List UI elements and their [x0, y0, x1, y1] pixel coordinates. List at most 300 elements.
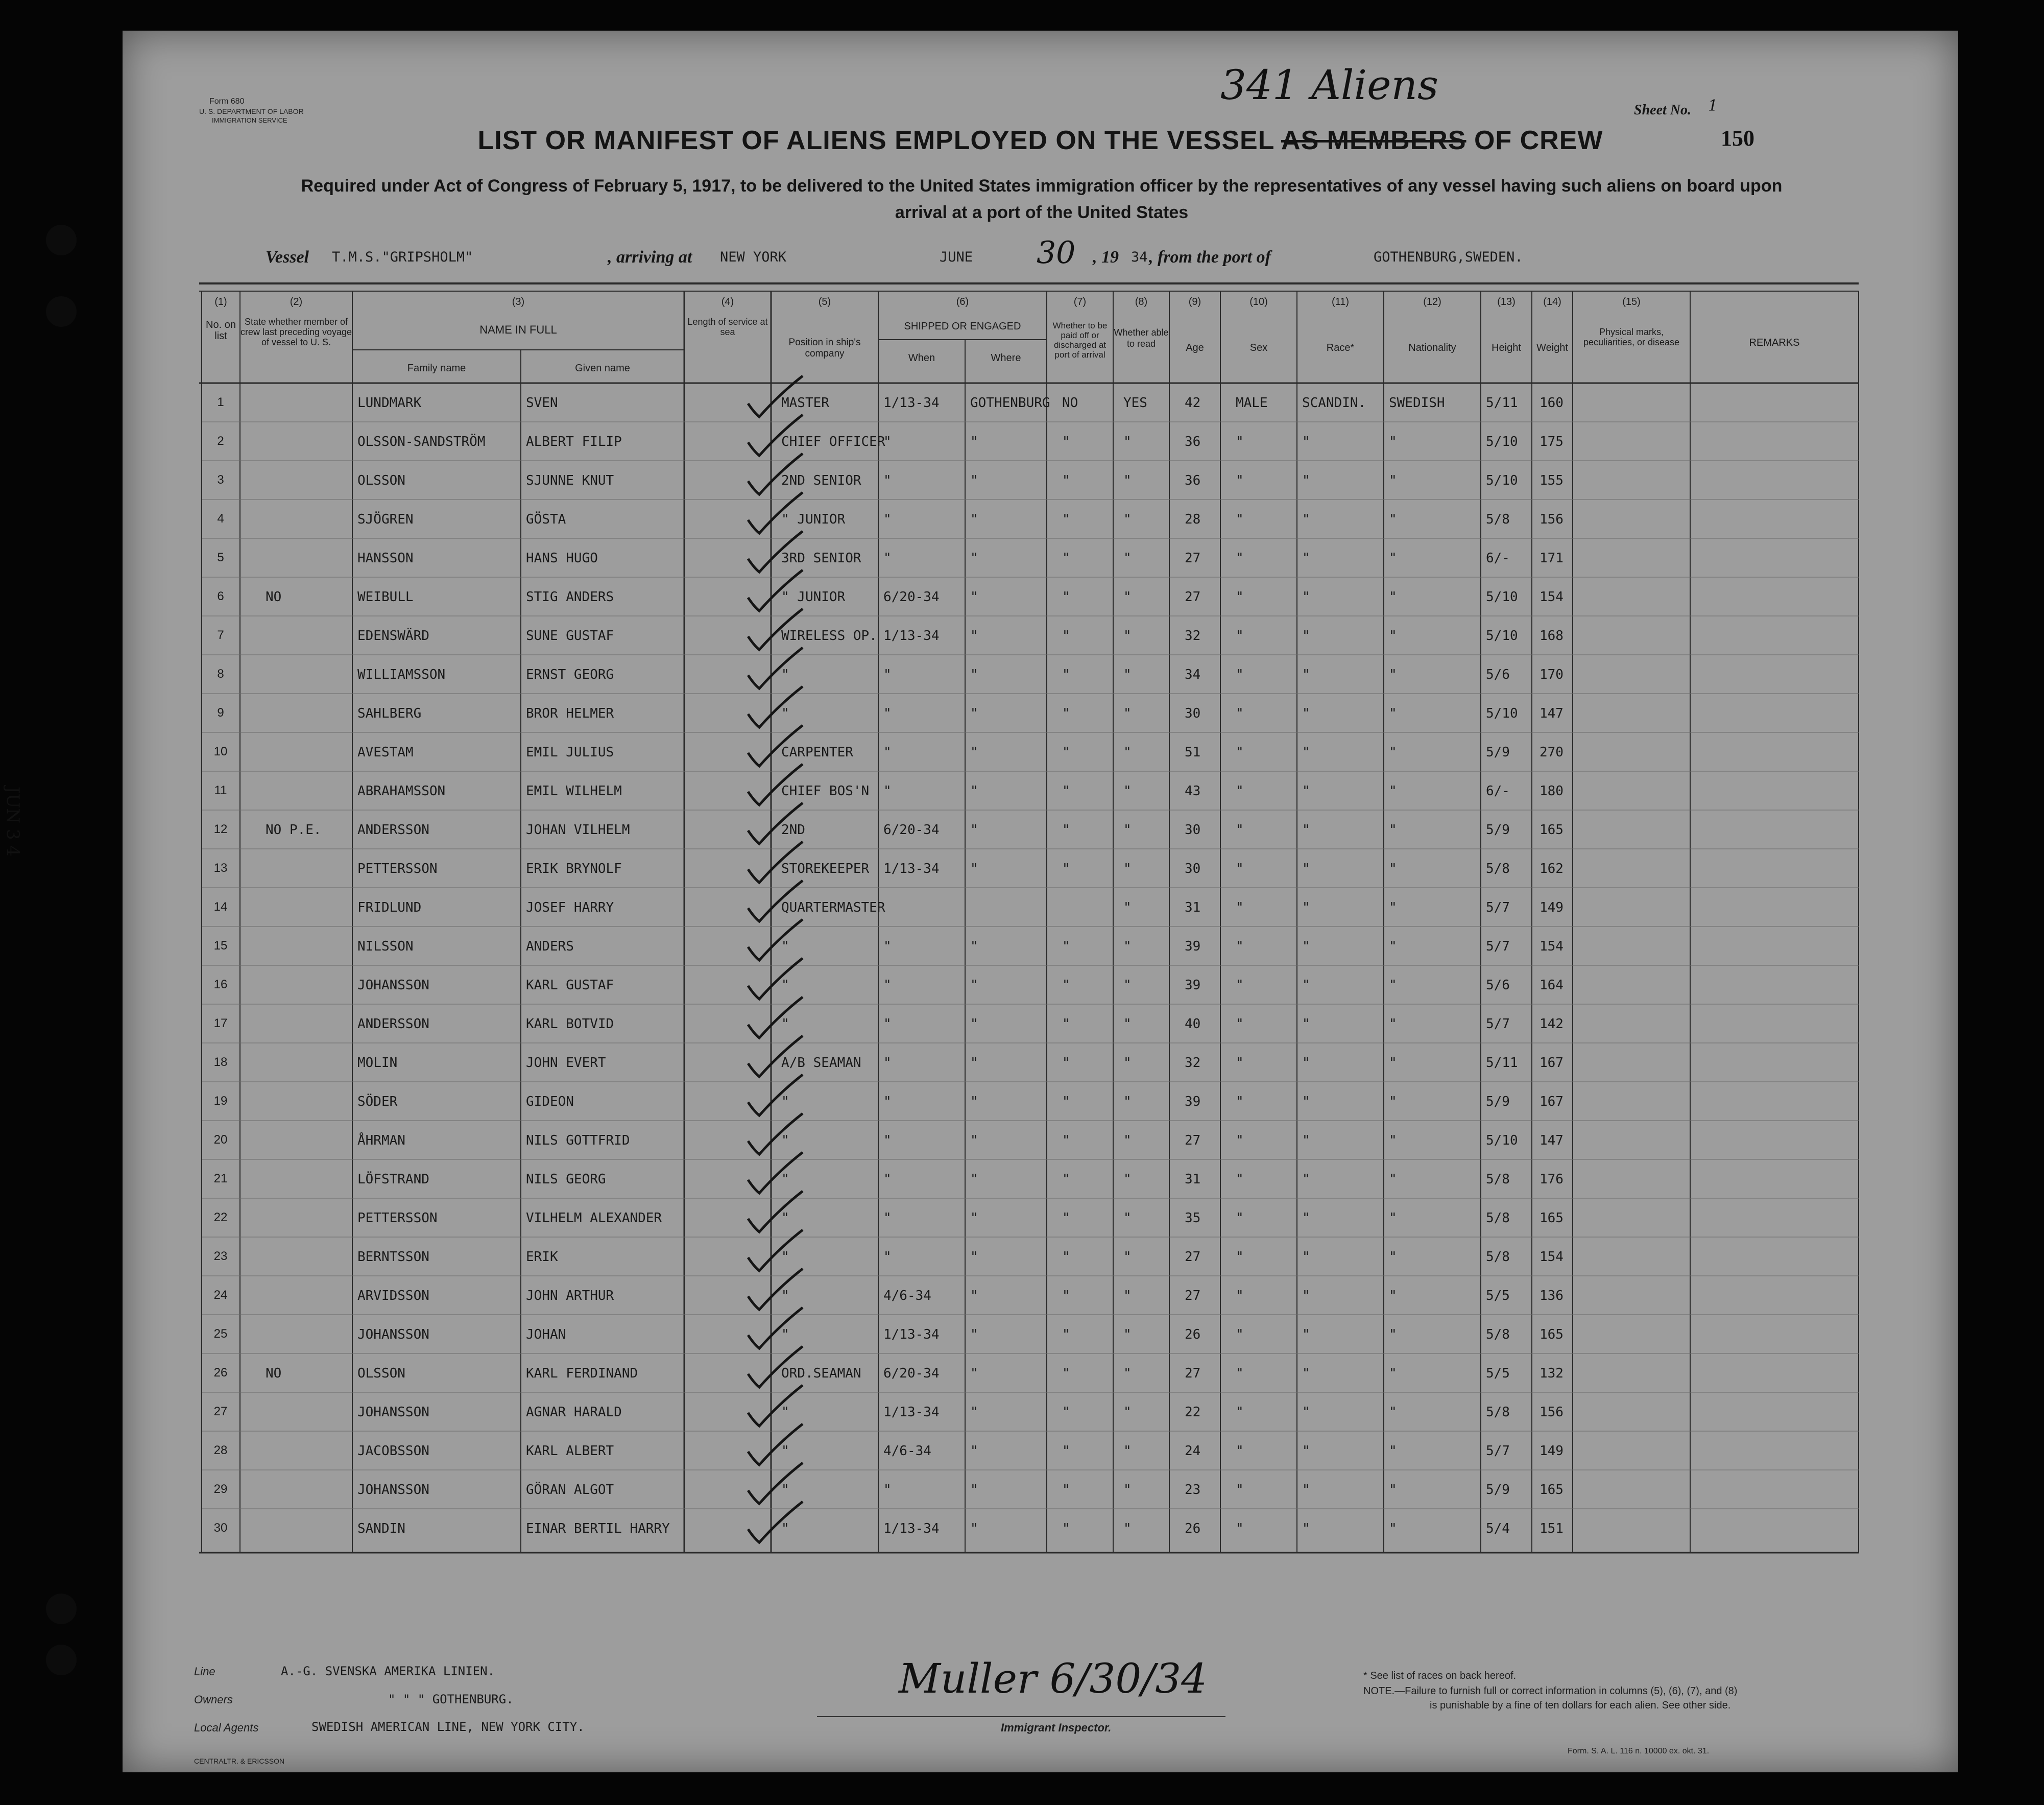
- cell-position: WIRELESS OP.: [781, 628, 877, 644]
- cell-position: ": [781, 1288, 789, 1303]
- cell-paid-off: ": [1062, 1482, 1070, 1498]
- column-header-shipped: SHIPPED OR ENGAGED: [904, 321, 1021, 332]
- cell-weight: 167: [1540, 1094, 1564, 1109]
- cell-age: 43: [1185, 783, 1201, 799]
- binder-hole: [46, 225, 77, 255]
- cell-able-read: ": [1123, 1327, 1132, 1342]
- cell-when: 1/13-34: [883, 1405, 940, 1420]
- title-struck: AS MEMBERS: [1281, 126, 1466, 155]
- row-number: 10: [213, 745, 228, 758]
- column-header-height: Height: [1492, 342, 1521, 353]
- cell-weight: 142: [1540, 1016, 1564, 1032]
- cell-when: 1/13-34: [883, 861, 940, 876]
- cell-paid-off: ": [1062, 667, 1070, 682]
- cell-sex: ": [1236, 1016, 1244, 1032]
- cell-where: ": [970, 822, 978, 838]
- cell-position: ": [781, 1016, 789, 1032]
- row-number: 2: [217, 434, 224, 448]
- cell-sex: ": [1236, 1172, 1244, 1187]
- arrival-year: 34: [1131, 249, 1148, 265]
- line-label: Line: [194, 1665, 215, 1678]
- cell-when: ": [883, 434, 892, 449]
- cell-race: ": [1302, 473, 1310, 488]
- cell-paid-off: ": [1062, 1210, 1070, 1226]
- cell-where: ": [970, 434, 978, 449]
- cell-age: 39: [1185, 939, 1201, 954]
- row-number: 5: [217, 551, 224, 564]
- cell-age: 40: [1185, 1016, 1201, 1032]
- cell-nationality: ": [1389, 667, 1397, 682]
- cell-position: ": [781, 1249, 789, 1265]
- cell-nationality: ": [1389, 783, 1397, 799]
- cell-height: 5/11: [1486, 1055, 1518, 1071]
- cell-given-name: ERNST GEORG: [526, 667, 614, 682]
- cell-where: ": [970, 628, 978, 644]
- column-number: (7): [1073, 296, 1087, 307]
- sheet-label: Sheet No.: [1634, 102, 1691, 118]
- cell-family-name: JOHANSSON: [357, 1327, 429, 1342]
- column-header-nationality: Nationality: [1408, 342, 1456, 353]
- cell-sex: ": [1236, 1055, 1244, 1071]
- cell-nationality: ": [1389, 1521, 1397, 1536]
- cell-sex: ": [1236, 667, 1244, 682]
- cell-weight: 154: [1540, 589, 1564, 605]
- cell-position: CHIEF BOS'N: [781, 783, 870, 799]
- cell-race: ": [1302, 628, 1310, 644]
- cell-height: 5/9: [1486, 822, 1510, 838]
- cell-paid-off: ": [1062, 1094, 1070, 1109]
- cell-where: ": [970, 1443, 978, 1459]
- cell-given-name: KARL GUSTAF: [526, 978, 614, 993]
- cell-age: 51: [1185, 745, 1201, 760]
- cell-weight: 156: [1540, 1405, 1564, 1420]
- penalty-note-2: is punishable by a fine of ten dollars for each alien. See other side.: [1430, 1700, 1731, 1711]
- column-number: (4): [721, 296, 734, 307]
- cell-weight: 147: [1540, 1133, 1564, 1148]
- cell-height: 5/7: [1486, 1016, 1510, 1032]
- column-header-state-member: State whether member of crew last preceding voyage of vessel to U. S.: [240, 317, 352, 347]
- row-number: 3: [217, 473, 224, 487]
- cell-able-read: ": [1123, 1016, 1132, 1032]
- cell-when: ": [883, 783, 892, 799]
- column-header-able-read: Whether able to read: [1114, 327, 1169, 349]
- cell-family-name: SJÖGREN: [357, 512, 414, 527]
- cell-race: ": [1302, 978, 1310, 993]
- cell-paid-off: ": [1062, 822, 1070, 838]
- cell-height: 5/6: [1486, 978, 1510, 993]
- cell-when: ": [883, 1482, 892, 1498]
- cell-able-read: ": [1123, 745, 1132, 760]
- arrival-port: NEW YORK: [720, 249, 787, 265]
- cell-age: 36: [1185, 473, 1201, 488]
- cell-sex: ": [1236, 1133, 1244, 1148]
- cell-position: ": [781, 1521, 789, 1536]
- cell-nationality: SWEDISH: [1389, 395, 1445, 411]
- arrival-month: JUNE: [940, 249, 973, 265]
- cell-position: ": [781, 1405, 789, 1420]
- cell-given-name: JOSEF HARRY: [526, 900, 614, 915]
- cell-age: 32: [1185, 628, 1201, 644]
- cell-family-name: OLSSON: [357, 1366, 405, 1381]
- cell-given-name: JOHN EVERT: [526, 1055, 606, 1071]
- cell-nationality: ": [1389, 1443, 1397, 1459]
- cell-family-name: SÖDER: [357, 1094, 398, 1109]
- cell-given-name: JOHAN VILHELM: [526, 822, 630, 838]
- cell-sex: ": [1236, 1482, 1244, 1498]
- cell-position: ": [781, 1482, 789, 1498]
- cell-race: ": [1302, 861, 1310, 876]
- cell-height: 6/-: [1486, 783, 1510, 799]
- arrival-day: 30: [1037, 235, 1076, 271]
- cell-race: ": [1302, 1094, 1310, 1109]
- cell-when: ": [883, 667, 892, 682]
- owners-label: Owners: [194, 1693, 233, 1706]
- cell-race: ": [1302, 1366, 1310, 1381]
- cell-height: 5/5: [1486, 1288, 1510, 1303]
- cell-able-read: ": [1123, 1443, 1132, 1459]
- cell-where: ": [970, 939, 978, 954]
- column-number: (14): [1543, 296, 1561, 307]
- cell-nationality: ": [1389, 745, 1397, 760]
- cell-age: 30: [1185, 822, 1201, 838]
- cell-when: ": [883, 706, 892, 721]
- cell-given-name: HANS HUGO: [526, 551, 598, 566]
- cell-weight: 147: [1540, 706, 1564, 721]
- cell-weight: 155: [1540, 473, 1564, 488]
- cell-able-read: ": [1123, 978, 1132, 993]
- cell-position: 2ND SENIOR: [781, 473, 861, 488]
- checkmark-icon: [748, 1113, 803, 1154]
- line-value: A.-G. SVENSKA AMERIKA LINIEN.: [281, 1664, 495, 1678]
- cell-family-name: ARVIDSSON: [357, 1288, 429, 1303]
- cell-family-name: JOHANSSON: [357, 1405, 429, 1420]
- checkmark-icon: [748, 686, 803, 727]
- cell-position: " JUNIOR: [781, 589, 846, 605]
- cell-nationality: ": [1389, 434, 1397, 449]
- cell-sex: ": [1236, 783, 1244, 799]
- cell-able-read: ": [1123, 861, 1132, 876]
- form-label: Form 680: [209, 97, 245, 106]
- cell-state: NO: [266, 589, 282, 605]
- cell-when: ": [883, 473, 892, 488]
- cell-nationality: ": [1389, 1055, 1397, 1071]
- cell-when: 6/20-34: [883, 822, 940, 838]
- cell-when: ": [883, 939, 892, 954]
- agents-value: SWEDISH AMERICAN LINE, NEW YORK CITY.: [311, 1720, 585, 1734]
- checkmark-icon: [748, 1075, 803, 1115]
- row-number: 28: [213, 1443, 228, 1457]
- cell-age: 36: [1185, 434, 1201, 449]
- row-number: 19: [213, 1094, 228, 1108]
- cell-race: ": [1302, 1210, 1310, 1226]
- cell-family-name: AVESTAM: [357, 745, 414, 760]
- cell-given-name: VILHELM ALEXANDER: [526, 1210, 662, 1226]
- page-number: 150: [1721, 126, 1754, 151]
- cell-position: ": [781, 706, 789, 721]
- cell-height: 5/10: [1486, 706, 1518, 721]
- cell-where: ": [970, 783, 978, 799]
- column-header-family-name: Family name: [407, 363, 466, 374]
- cell-when: 6/20-34: [883, 1366, 940, 1381]
- cell-age: 24: [1185, 1443, 1201, 1459]
- cell-given-name: ERIK: [526, 1249, 558, 1265]
- row-number: 26: [213, 1366, 228, 1380]
- cell-family-name: FRIDLUND: [357, 900, 422, 915]
- cell-weight: 164: [1540, 978, 1564, 993]
- cell-age: 42: [1185, 395, 1201, 411]
- column-number: (1): [214, 296, 227, 307]
- cell-age: 27: [1185, 1288, 1201, 1303]
- cell-sex: ": [1236, 1366, 1244, 1381]
- cell-sex: ": [1236, 1443, 1244, 1459]
- cell-age: 23: [1185, 1482, 1201, 1498]
- cell-paid-off: ": [1062, 939, 1070, 954]
- cell-family-name: PETTERSSON: [357, 861, 438, 876]
- cell-able-read: ": [1123, 1055, 1132, 1071]
- column-header-physical: Physical marks, peculiarities, or disease: [1583, 327, 1680, 347]
- cell-nationality: ": [1389, 1210, 1397, 1226]
- cell-able-read: ": [1123, 783, 1132, 799]
- checkmark-icon: [748, 1269, 803, 1310]
- cell-nationality: ": [1389, 1172, 1397, 1187]
- cell-given-name: ANDERS: [526, 939, 574, 954]
- cell-able-read: ": [1123, 1210, 1132, 1226]
- from-port: GOTHENBURG,SWEDEN.: [1374, 249, 1523, 265]
- cell-position: ": [781, 1210, 789, 1226]
- cell-sex: ": [1236, 1405, 1244, 1420]
- cell-height: 5/8: [1486, 1327, 1510, 1342]
- cell-race: ": [1302, 1133, 1310, 1148]
- cell-able-read: ": [1123, 1133, 1132, 1148]
- cell-able-read: ": [1123, 512, 1132, 527]
- cell-able-read: ": [1123, 939, 1132, 954]
- cell-race: ": [1302, 1249, 1310, 1265]
- cell-where: ": [970, 667, 978, 682]
- service-label: IMMIGRATION SERVICE: [212, 116, 287, 124]
- cell-nationality: ": [1389, 1482, 1397, 1498]
- cell-where: ": [970, 1016, 978, 1032]
- cell-given-name: GIDEON: [526, 1094, 574, 1109]
- cell-race: ": [1302, 589, 1310, 605]
- cell-nationality: ": [1389, 706, 1397, 721]
- cell-able-read: YES: [1123, 395, 1147, 411]
- cell-sex: ": [1236, 822, 1244, 838]
- cell-family-name: WEIBULL: [357, 589, 414, 605]
- signature-line: [817, 1716, 1225, 1717]
- cell-given-name: ERIK BRYNOLF: [526, 861, 622, 876]
- cell-family-name: LUNDMARK: [357, 395, 422, 411]
- cell-family-name: ÅHRMAN: [357, 1133, 405, 1148]
- cell-when: ": [883, 978, 892, 993]
- cell-paid-off: ": [1062, 1172, 1070, 1187]
- row-number: 6: [217, 589, 224, 603]
- cell-when: 4/6-34: [883, 1288, 931, 1303]
- cell-weight: 151: [1540, 1521, 1564, 1536]
- cell-sex: ": [1236, 1288, 1244, 1303]
- cell-nationality: ": [1389, 1366, 1397, 1381]
- row-number: 21: [213, 1172, 228, 1185]
- binder-hole: [46, 296, 77, 327]
- cell-sex: ": [1236, 551, 1244, 566]
- cell-nationality: ": [1389, 1016, 1397, 1032]
- penalty-note-1: NOTE.—Failure to furnish full or correct information in columns (5), (6), (7), and (8): [1363, 1685, 1738, 1697]
- cell-height: 5/8: [1486, 1249, 1510, 1265]
- column-number: (6): [956, 296, 969, 307]
- cell-given-name: EINAR BERTIL HARRY: [526, 1521, 670, 1536]
- cell-weight: 162: [1540, 861, 1564, 876]
- checkmark-icon: [748, 1308, 803, 1348]
- checkmark-icon: [748, 648, 803, 688]
- column-header-weight: Weight: [1536, 342, 1568, 353]
- cell-given-name: GÖSTA: [526, 512, 566, 527]
- row-number: 29: [213, 1482, 228, 1496]
- cell-when: ": [883, 551, 892, 566]
- cell-height: 5/10: [1486, 473, 1518, 488]
- cell-race: ": [1302, 434, 1310, 449]
- cell-able-read: ": [1123, 628, 1132, 644]
- row-number: 9: [217, 706, 224, 720]
- subtitle-line-1: Required under Act of Congress of February 5, 1917, to be delivered to the United States immigration officer by the representatives of any vessel having such aliens on board upon: [301, 176, 1783, 196]
- cell-race: ": [1302, 1443, 1310, 1459]
- cell-paid-off: NO: [1062, 395, 1078, 411]
- cell-family-name: JOHANSSON: [357, 978, 429, 993]
- row-number: 24: [213, 1288, 228, 1302]
- handwritten-alien-count: 341 Aliens: [1220, 61, 1438, 109]
- cell-nationality: ": [1389, 589, 1397, 605]
- cell-weight: 149: [1540, 900, 1564, 915]
- column-number: (12): [1423, 296, 1441, 307]
- cell-height: 6/-: [1486, 551, 1510, 566]
- cell-given-name: SJUNNE KNUT: [526, 473, 614, 488]
- cell-race: ": [1302, 1172, 1310, 1187]
- cell-position: ": [781, 1443, 789, 1459]
- cell-state: NO P.E.: [266, 822, 322, 838]
- checkmark-icon: [748, 958, 803, 999]
- cell-where: ": [970, 1094, 978, 1109]
- title-suffix: OF CREW: [1466, 126, 1603, 155]
- checkmark-icon: [748, 1463, 803, 1504]
- cell-family-name: JACOBSSON: [357, 1443, 429, 1459]
- cell-able-read: ": [1123, 900, 1132, 915]
- cell-position: QUARTERMASTER: [781, 900, 885, 915]
- cell-able-read: ": [1123, 1521, 1132, 1536]
- cell-family-name: NILSSON: [357, 939, 414, 954]
- cell-nationality: ": [1389, 978, 1397, 993]
- row-number: 7: [217, 628, 224, 642]
- cell-state: NO: [266, 1366, 282, 1381]
- races-note: * See list of races on back hereof.: [1363, 1670, 1517, 1681]
- cell-family-name: PETTERSSON: [357, 1210, 438, 1226]
- checkmark-icon: [748, 997, 803, 1038]
- cell-weight: 165: [1540, 822, 1564, 838]
- cell-family-name: OLSSON-SANDSTRÖM: [357, 434, 486, 449]
- cell-when: 4/6-34: [883, 1443, 931, 1459]
- cell-given-name: KARL BOTVID: [526, 1016, 614, 1032]
- binder-hole: [46, 1645, 77, 1675]
- cell-nationality: ": [1389, 628, 1397, 644]
- cell-given-name: KARL ALBERT: [526, 1443, 614, 1459]
- cell-position: STOREKEEPER: [781, 861, 870, 876]
- cell-when: ": [883, 1016, 892, 1032]
- cell-sex: ": [1236, 861, 1244, 876]
- cell-race: ": [1302, 1327, 1310, 1342]
- cell-race: ": [1302, 783, 1310, 799]
- cell-able-read: ": [1123, 473, 1132, 488]
- row-number: 27: [213, 1405, 228, 1418]
- cell-nationality: ": [1389, 1133, 1397, 1148]
- cell-weight: 175: [1540, 434, 1564, 449]
- binder-hole: [46, 1594, 77, 1624]
- cell-age: 31: [1185, 900, 1201, 915]
- agents-label: Local Agents: [194, 1721, 259, 1734]
- cell-height: 5/11: [1486, 395, 1518, 411]
- row-number: 13: [213, 861, 228, 875]
- cell-given-name: STIG ANDERS: [526, 589, 614, 605]
- row-number: 23: [213, 1249, 228, 1263]
- vessel-name: T.M.S."GRIPSHOLM": [332, 249, 473, 265]
- cell-weight: 180: [1540, 783, 1564, 799]
- cell-race: ": [1302, 667, 1310, 682]
- checkmark-icon: [748, 1385, 803, 1426]
- cell-race: ": [1302, 745, 1310, 760]
- cell-age: 39: [1185, 978, 1201, 993]
- checkmark-icon: [748, 1502, 803, 1542]
- column-header-age: Age: [1186, 342, 1204, 353]
- cell-able-read: ": [1123, 1249, 1132, 1265]
- cell-position: ": [781, 1327, 789, 1342]
- cell-when: ": [883, 512, 892, 527]
- cell-when: ": [883, 1094, 892, 1109]
- cell-paid-off: ": [1062, 978, 1070, 993]
- cell-race: ": [1302, 706, 1310, 721]
- cell-nationality: ": [1389, 861, 1397, 876]
- cell-paid-off: ": [1062, 1521, 1070, 1536]
- cell-sex: ": [1236, 745, 1244, 760]
- cell-position: ORD.SEAMAN: [781, 1366, 861, 1381]
- cell-sex: ": [1236, 628, 1244, 644]
- cell-given-name: EMIL JULIUS: [526, 745, 614, 760]
- column-header-position: Position in ship's company: [788, 337, 861, 359]
- cell-able-read: ": [1123, 1405, 1132, 1420]
- cell-family-name: LÖFSTRAND: [357, 1172, 429, 1187]
- cell-where: ": [970, 1405, 978, 1420]
- row-number: 4: [217, 512, 224, 526]
- cell-given-name: GÖRAN ALGOT: [526, 1482, 614, 1498]
- cell-paid-off: ": [1062, 1016, 1070, 1032]
- cell-nationality: ": [1389, 822, 1397, 838]
- cell-sex: ": [1236, 434, 1244, 449]
- cell-paid-off: ": [1062, 589, 1070, 605]
- cell-age: 22: [1185, 1405, 1201, 1420]
- cell-able-read: ": [1123, 551, 1132, 566]
- column-header-race: Race*: [1326, 342, 1355, 353]
- cell-position: ": [781, 1094, 789, 1109]
- cell-where: ": [970, 1055, 978, 1071]
- column-number: (13): [1497, 296, 1516, 307]
- cell-age: 30: [1185, 706, 1201, 721]
- cell-height: 5/10: [1486, 589, 1518, 605]
- cell-when: 1/13-34: [883, 1521, 940, 1536]
- cell-paid-off: ": [1062, 1327, 1070, 1342]
- cell-sex: MALE: [1236, 395, 1268, 411]
- cell-able-read: ": [1123, 434, 1132, 449]
- cell-where: ": [970, 1482, 978, 1498]
- cell-position: " JUNIOR: [781, 512, 846, 527]
- cell-able-read: ": [1123, 706, 1132, 721]
- cell-where: ": [970, 861, 978, 876]
- cell-race: ": [1302, 512, 1310, 527]
- from-port-label: , from the port of: [1149, 248, 1271, 267]
